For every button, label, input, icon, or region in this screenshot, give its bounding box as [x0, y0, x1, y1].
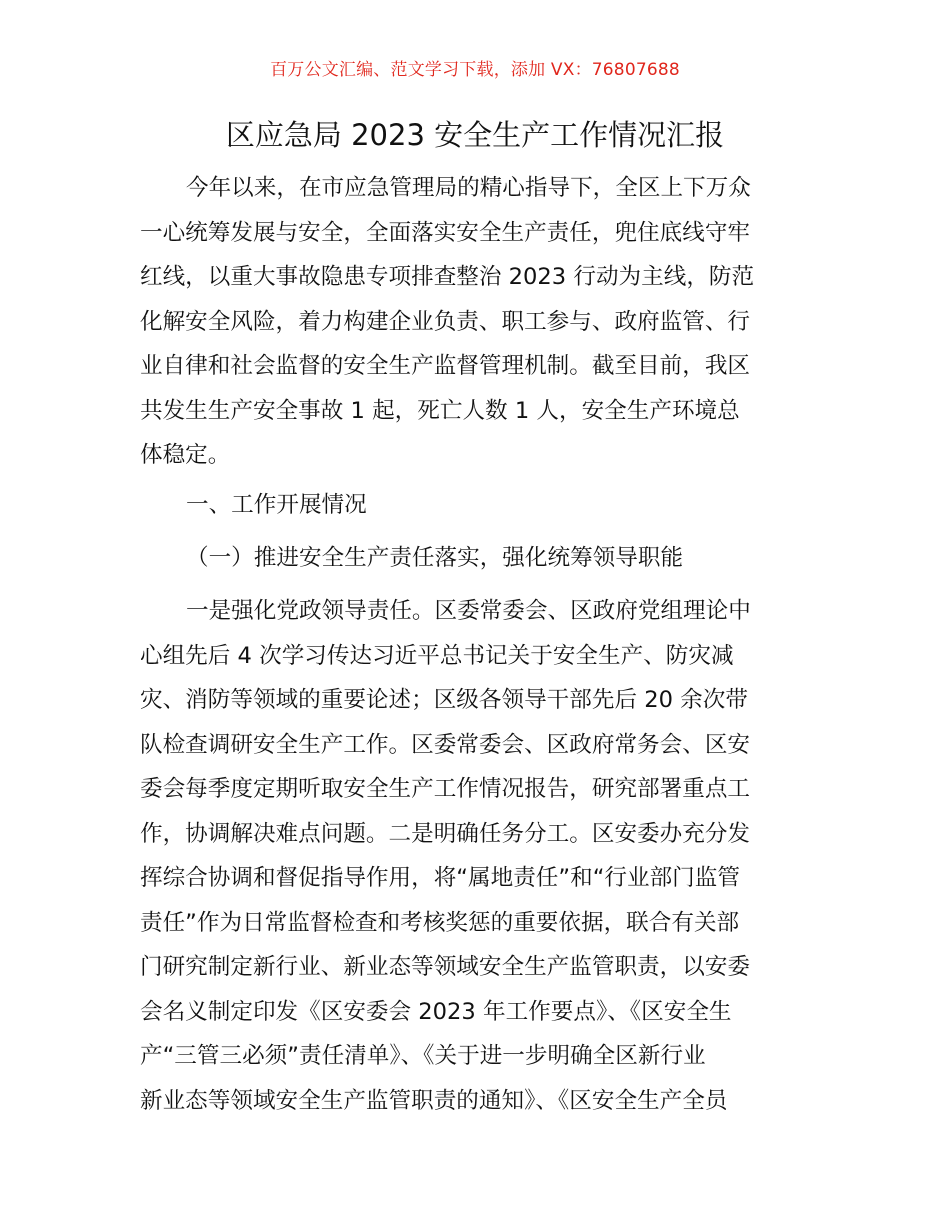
paragraph-line: 产“三管三必须”责任清单》、《关于进一步明确全区新行业	[140, 1043, 706, 1069]
watermark-banner: 百万公文汇编、范文学习下载，添加 VX：76807688	[270, 60, 680, 80]
paragraph-line: 挥综合协调和督促指导作用，将“属地责任”和“行业部门监管	[140, 865, 740, 891]
paragraph-line: 共发生生产安全事故 1 起，死亡人数 1 人，安全生产环境总	[140, 397, 740, 424]
paragraph-line: 心组先后 4 次学习传达习近平总书记关于安全生产、防灾减	[140, 642, 734, 669]
paragraph-line: 队检查调研安全生产工作。区委常委会、区政府常务会、区安	[140, 731, 751, 758]
paragraph-line: 体稳定。	[140, 442, 231, 468]
paragraph-line: 灾、消防等领域的重要论述；区级各领导干部先后 20 余次带	[140, 687, 748, 713]
section-heading	[140, 483, 812, 528]
paragraph-line: 会名义制定印发《区安委会 2023 年工作要点》、《区安全生	[140, 998, 732, 1025]
paragraph-intro	[140, 166, 812, 478]
paragraph-line: 委会每季度定期听取安全生产工作情况报告，研究部署重点工	[140, 776, 751, 802]
section-heading-text: 一、工作开展情况	[186, 492, 367, 518]
paragraph-body	[140, 589, 812, 1123]
paragraph-line: 红线，以重大事故隐患专项排查整治 2023 行动为主线，防范	[140, 264, 755, 290]
paragraph-line: 化解安全风险，着力构建企业负责、职工参与、政府监管、行	[140, 308, 751, 335]
paragraph-line: 作，协调解决难点问题。二是明确任务分工。区安委办充分发	[140, 820, 751, 847]
document-title: 区应急局 2023 安全生产工作情况汇报	[225, 118, 725, 152]
paragraph-line: 一是强化党政领导责任。区委常委会、区政府党组理论中	[186, 598, 751, 624]
subsection-heading-text: （一）推进安全生产责任落实，强化统筹领导职能	[186, 545, 684, 571]
paragraph-line: 门研究制定新行业、新业态等领域安全生产监管职责，以安委	[140, 954, 751, 980]
paragraph-line: 业自律和社会监督的安全生产监督管理机制。截至目前，我区	[140, 353, 751, 379]
paragraph-line: 责任”作为日常监督检查和考核奖惩的重要依据，联合有关部	[140, 909, 740, 936]
paragraph-line: 今年以来，在市应急管理局的精心指导下，全区上下万众	[186, 175, 751, 201]
paragraph-line: 新业态等领域安全生产监管职责的通知》、《区安全生产全员	[140, 1087, 728, 1114]
paragraph-line: 一心统筹发展与安全，全面落实安全生产责任，兜住底线守牢	[140, 219, 751, 246]
subsection-heading	[140, 536, 812, 581]
